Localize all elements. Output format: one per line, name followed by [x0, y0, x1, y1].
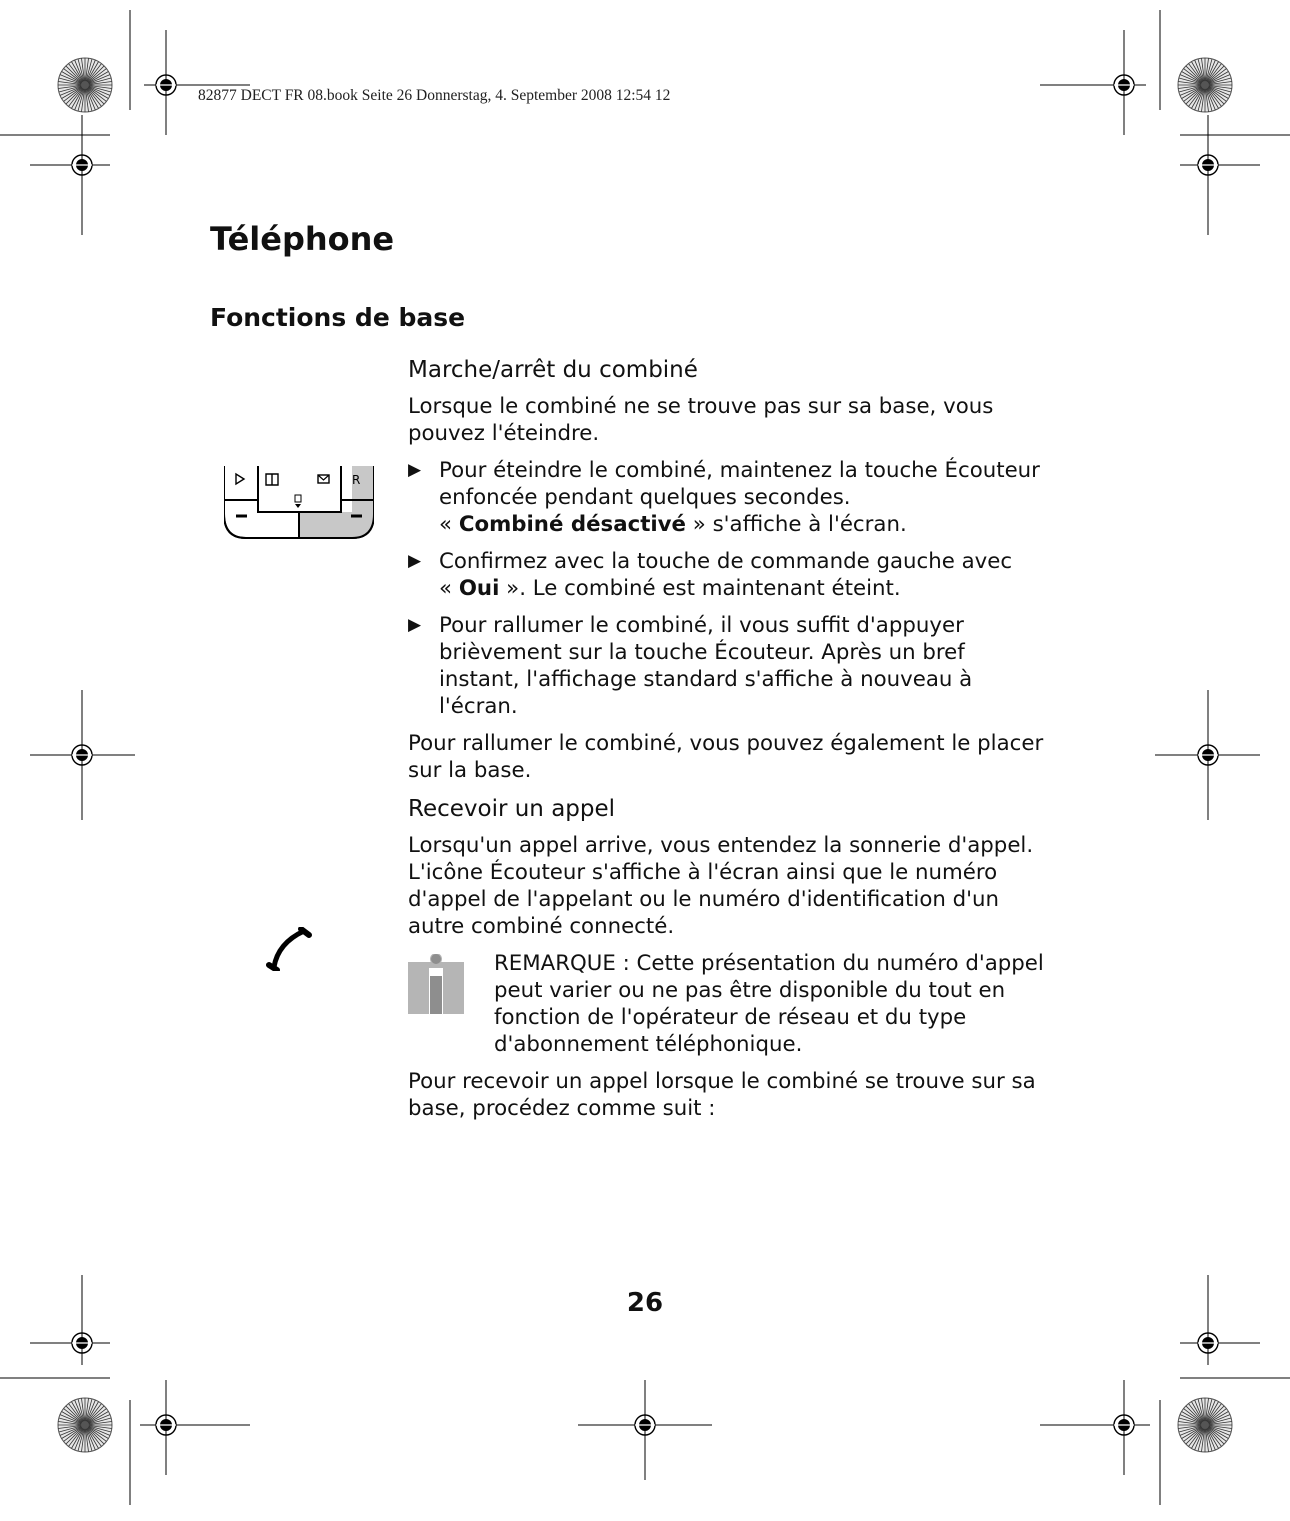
step-text: Confirmez avec la touche de commande gauche avec	[439, 549, 1013, 574]
option-label: Oui	[458, 576, 500, 601]
starburst-center	[1201, 1421, 1209, 1429]
power-intro: Lorsque le combiné ne se trouve pas sur sa base, vous pouvez l'éteindre.	[408, 394, 994, 446]
list-item	[408, 612, 1048, 720]
envelope-icon	[318, 475, 329, 483]
receive-para: Lorsqu'un appel arrive, vous entendez la sonnerie d'appel. L'icône Écouteur s'affiche à l'écran ainsi que le numéro d'appel de l'appelant ou le numéro d'identification d'un autre combiné connecté.	[408, 833, 1034, 939]
quote-open: «	[439, 512, 459, 537]
registration-half	[160, 1419, 172, 1425]
chapter-title: Téléphone	[210, 220, 395, 258]
registration-half	[76, 159, 88, 165]
registration-half	[76, 755, 88, 761]
registration-half	[1202, 165, 1214, 171]
registration-half	[1118, 85, 1130, 91]
starburst-center	[81, 1421, 89, 1429]
triangle-bullet-icon: ▶	[408, 615, 422, 635]
registration-half	[1118, 79, 1130, 85]
quote-open: «	[439, 576, 459, 601]
content-column	[408, 355, 1048, 1132]
registration-half	[160, 85, 172, 91]
triangle-bullet-icon: ▶	[408, 460, 422, 480]
list-item	[408, 457, 1048, 538]
registration-half	[160, 1425, 172, 1431]
note-box	[408, 950, 1048, 1058]
list-item	[408, 548, 1048, 602]
display-message: Combiné désactivé	[458, 512, 686, 537]
starburst-center	[1201, 81, 1209, 89]
step-text: Pour éteindre le combiné, maintenez la touche Écouteur enfoncée pendant quelques secondes.	[439, 458, 1040, 510]
subsection-title-receive: Recevoir un appel	[408, 796, 616, 822]
nav-key-icon	[295, 495, 301, 508]
power-outro: Pour rallumer le combiné, vous pouvez également le placer sur la base.	[408, 731, 1044, 783]
triangle-bullet-icon: ▶	[408, 551, 422, 571]
handset-keypad-illustration	[224, 466, 374, 541]
registration-half	[1118, 1425, 1130, 1431]
note-text: REMARQUE : Cette présentation du numéro d'appel peut varier ou ne pas être disponible du tout en fonction de l'opérateur de réseau et du type d'abonnement téléphonique.	[494, 951, 1044, 1057]
play-icon	[236, 474, 244, 484]
starburst-center	[81, 81, 89, 89]
phonebook-icon	[266, 474, 278, 485]
registration-half	[639, 1419, 651, 1425]
key-r-label: R	[352, 473, 361, 487]
step-text: Pour rallumer le combiné, il vous suffit d'appuyer brièvement sur la touche Écouteur. Après un bref instant, l'affichage standard s'affiche à nouveau à l'écran.	[439, 613, 973, 719]
registration-half	[1202, 749, 1214, 755]
section-title: Fonctions de base	[210, 303, 466, 332]
registration-half	[1202, 1343, 1214, 1349]
registration-half	[76, 165, 88, 171]
print-header: 82877 DECT FR 08.book Seite 26 Donnerstag, 4. September 2008 12:54 12	[198, 87, 671, 104]
step-text-after: » s'affiche à l'écran.	[686, 512, 907, 537]
page-number: 26	[626, 1288, 664, 1318]
registration-half	[1118, 1419, 1130, 1425]
subsection-title-power: Marche/arrêt du combiné	[408, 357, 698, 383]
step-text-after: ». Le combiné est maintenant éteint.	[499, 576, 901, 601]
handset-icon	[266, 927, 314, 971]
receive-para-2: Pour recevoir un appel lorsque le combiné se trouve sur sa base, procédez comme suit :	[408, 1069, 1036, 1121]
registration-half	[1202, 159, 1214, 165]
registration-half	[76, 1337, 88, 1343]
registration-half	[639, 1425, 651, 1431]
registration-half	[76, 749, 88, 755]
power-steps-list	[408, 457, 1048, 720]
registration-half	[160, 79, 172, 85]
registration-half	[1202, 755, 1214, 761]
info-icon	[408, 954, 464, 1014]
registration-half	[76, 1343, 88, 1349]
registration-half	[1202, 1337, 1214, 1343]
